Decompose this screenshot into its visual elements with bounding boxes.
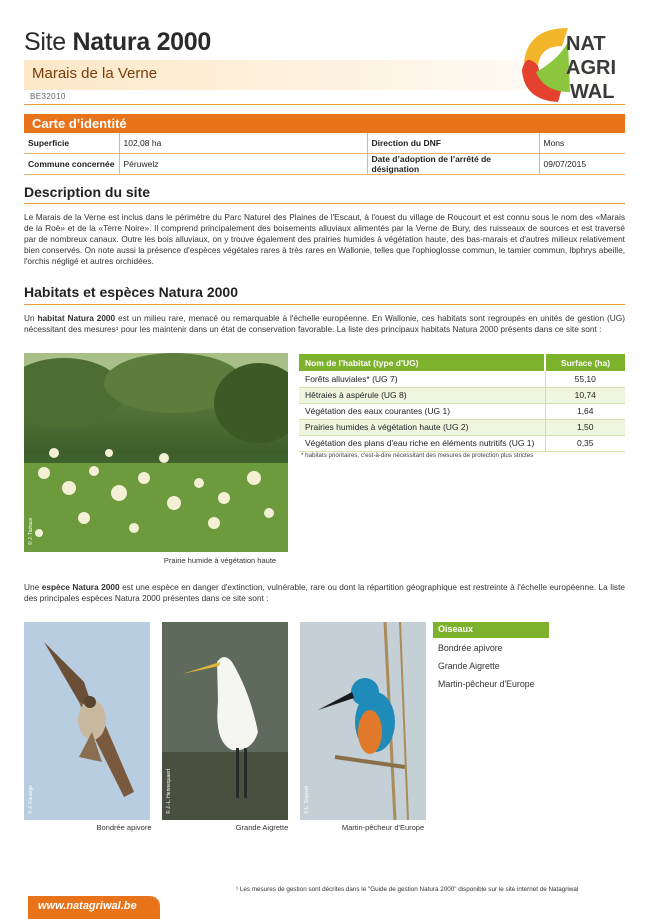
table-row [299,419,625,435]
photo-credit: © J.-L. Hennequaert [166,768,172,814]
photo-credit: © L. Soyeurt [304,786,310,814]
description-heading: Description du site [24,184,151,200]
species-group-title: Oiseaux [438,624,474,634]
habitat-name: Végétation des eaux courantes (UG 1) [299,403,545,419]
website-link[interactable]: www.natagriwal.be [38,900,137,912]
great-egret-image [162,622,288,820]
footnote: ¹ Les mesures de gestion sont décrites dans le "Guide de gestion Natura 2000" disponible sur le site internet de Natagriwal [236,886,579,893]
website-tab[interactable] [28,896,160,919]
species-group-header [433,622,549,638]
habitats-intro [24,313,625,335]
table-row [299,403,625,419]
meadow-image [24,353,288,552]
habitat-photo-caption: Prairie humide à végétation haute [163,556,277,565]
logo-line-1: NAT [566,33,606,55]
site-name: Marais de la Verne [32,65,158,82]
identity-table [24,133,625,175]
species-caption: Bondrée apivore [96,823,152,832]
table-row [299,371,625,387]
site-code: BE32010 [30,92,66,101]
logo-line-2: AGRI [566,57,616,79]
identity-label: Date d’adoption de l’arrêté de désignation [367,153,539,174]
habitats-heading: Habitats et espèces Natura 2000 [24,284,238,300]
list-item: Grande Aigrette [438,661,500,671]
identity-section-bar [24,114,625,133]
habitat-table [299,354,625,452]
species-caption: Martin-pêcheur d'Europe [341,823,425,832]
identity-value: Mons [539,133,625,153]
honey-buzzard-image [24,622,150,820]
title-prefix: Site [24,28,73,56]
species-intro-post: est une espèce en danger d'extinction, vulnérable, rare ou dont la répartition géographique est restreinte à l'échelle européenne. La liste des principales espèces Natura 2000 présentes dans ce site sont : [24,582,625,603]
page-title [24,28,494,57]
habitat-surface: 55,10 [545,371,625,387]
habitat-table-note: * habitats prioritaires, c'est-à-dire nécessitant des mesures de protection plus strictes [301,452,534,459]
habitat-name: Végétation des plans d'eau riche en éléments nutritifs (UG 1) [299,435,545,451]
habitats-intro-post: est un milieu rare, menacé ou remarquable à l'échelle européenne. En Wallonie, ces habitats sont regroupés en unités de gestion (UG) nécessitant des mesures¹ pour les maintenir dans un état de conservation favorable. La liste des principaux habitats Natura 2000 présents dans ce site sont : [24,313,625,334]
habitats-divider [24,304,625,305]
kingfisher-image [300,622,426,820]
identity-label: Direction du DNF [367,133,539,153]
identity-row [24,153,625,174]
identity-label: Commune concernée [24,153,119,174]
identity-value: Péruwelz [119,153,367,174]
species-intro-pre: Une [24,582,42,592]
title-block [24,28,494,57]
list-item: Martin-pêcheur d'Europe [438,679,535,689]
habitat-name: Forêts alluviales* (UG 7) [299,371,545,387]
habitat-surface: 1,50 [545,419,625,435]
species-photo-buzzard [24,622,150,820]
list-item: Bondrée apivore [438,643,503,653]
table-row [299,435,625,451]
habitats-intro-pre: Un [24,313,38,323]
description-divider [24,203,625,204]
species-photo-kingfisher [300,622,426,820]
habitat-name: Hêtraies à aspérule (UG 8) [299,387,545,403]
logo-line-3: WAL [570,81,615,103]
habitat-name-header: Nom de l'habitat (type d'UG) [299,354,545,371]
species-caption: Grande Aigrette [235,823,289,832]
habitat-surface: 0,35 [545,435,625,451]
habitat-surface: 1,64 [545,403,625,419]
table-row [299,387,625,403]
identity-value: 09/07/2015 [539,153,625,174]
habitat-photo [24,353,288,552]
identity-row [24,133,625,153]
habitats-intro-bold: habitat Natura 2000 [37,313,116,323]
photo-credit: © J. Fouarge [28,785,34,814]
photo-credit: © J. Taziaux [28,517,34,545]
species-photo-egret [162,622,288,820]
identity-value: 102,08 ha [119,133,367,153]
identity-section-title: Carte d’identité [32,116,127,131]
natagriwal-logo [518,22,630,106]
species-intro-bold: espèce Natura 2000 [41,582,120,592]
identity-label: Superficie [24,133,119,153]
species-intro [24,582,625,604]
habitat-name: Prairies humides à végétation haute (UG 2) [299,419,545,435]
habitat-table-header [299,354,625,371]
description-text: Le Marais de la Verne est inclus dans le périmètre du Parc Naturel des Plaines de l'Escaut, à l'ouest du village de Roucourt et est connu sous le nom des «Marais de la Roë» et de la «Terre Noire». Il comprend principalement des boisements alluviaux alimentés par la Verne de Bury, des ruisseaux de sources et est traversé par de nombreux canaux. Outre les bois alluviaux, on y trouve également des prairies humides à végétation haute, des bas-marais et d'autres milieux relativement bien conservés. On note aussi la présence d'espèces végétales rares à très rares en Wallonie, telles que l'ophioglosse commun, le tamier commun, lbphrys abeille, l'orchis négligé et autres orchidées. [24,212,625,266]
title-bold: Natura 2000 [72,28,211,56]
habitat-surface: 10,74 [545,387,625,403]
habitat-surface-header: Surface (ha) [545,354,625,371]
